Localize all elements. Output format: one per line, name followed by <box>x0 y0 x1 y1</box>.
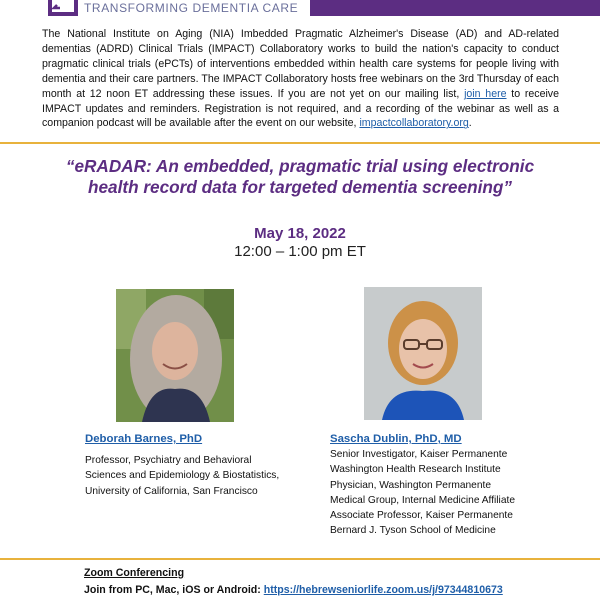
zoom-heading: Zoom Conferencing <box>84 567 185 579</box>
event-date: May 18, 2022 <box>254 225 346 242</box>
speaker-affiliation-dublin <box>330 447 515 539</box>
divider-top <box>0 142 600 144</box>
intro-end-period: . <box>468 117 472 130</box>
intro-text-1: The National Institute on Aging (NIA) Imbedded Pragmatic Alzheimer's Disease (AD) and AD-related dementias (ADRD) Clinical Trials (IMPACT) Collaboratory works to build the nation's capacity to conduct pragmatic clinical trials (ePCTs) of interventions embedded within health care systems for people living with dementia and their care partners. The IMPACT Collaboratory hosts free webinars on the 3rd Thursday of each month at 12 noon ET addressing these issues. If you are not yet on our mailing list, <box>42 28 559 100</box>
affiliation-line: Associate Professor, Kaiser Permanente <box>330 510 513 522</box>
webinar-title <box>40 156 560 198</box>
header-tagline: TRANSFORMING DEMENTIA CARE <box>84 1 299 15</box>
affiliation-line: University of California, San Francisco <box>85 485 258 497</box>
speaker-photo-dublin <box>364 287 482 420</box>
affiliation-line: Medical Group, Internal Medicine Affiliate <box>330 494 515 506</box>
zoom-link[interactable]: https://hebrewseniorlife.zoom.us/j/97344810673 <box>263 584 503 596</box>
webinar-title-line-1: “eRADAR: An embedded, pragmatic trial using electronic <box>65 156 535 176</box>
affiliation-line: Washington Health Research Institute <box>330 464 501 476</box>
divider-bottom <box>0 558 600 560</box>
header-color-band <box>310 0 600 16</box>
speaker-name-barnes[interactable]: Deborah Barnes, PhD <box>85 433 203 445</box>
portrait-dublin-icon <box>364 287 482 420</box>
speaker-photo-barnes <box>116 289 234 422</box>
website-link[interactable]: impactcollaboratory.org <box>359 117 469 130</box>
zoom-join-label: Join from PC, Mac, iOS or Android: <box>84 584 261 596</box>
zoom-join-line <box>84 584 503 596</box>
join-here-link[interactable]: join here <box>464 87 507 100</box>
affiliation-line: Physician, Washington Permanente <box>330 479 492 491</box>
header <box>0 0 600 20</box>
affiliation-line: Sciences and Epidemiology & Biostatistics, <box>85 470 280 482</box>
speaker-affiliation-barnes <box>85 453 279 499</box>
speaker-name-dublin[interactable]: Sascha Dublin, PhD, MD <box>330 433 462 445</box>
affiliation-line: Bernard J. Tyson School of Medicine <box>330 525 496 537</box>
affiliation-line: Senior Investigator, Kaiser Permanente <box>330 449 508 460</box>
affiliation-line: Professor, Psychiatry and Behavioral <box>85 455 252 466</box>
intro-paragraph <box>42 27 559 131</box>
webinar-title-line-2: health record data for targeted dementia screening” <box>87 177 513 197</box>
event-time: 12:00 – 1:00 pm ET <box>234 243 366 260</box>
portrait-barnes-icon <box>116 289 234 422</box>
intro-text-2: to receive IMPACT updates and reminders. Registration is not required, and a recording of the webinar as well as a companion podcast will be available after the event on our website, <box>42 87 559 130</box>
